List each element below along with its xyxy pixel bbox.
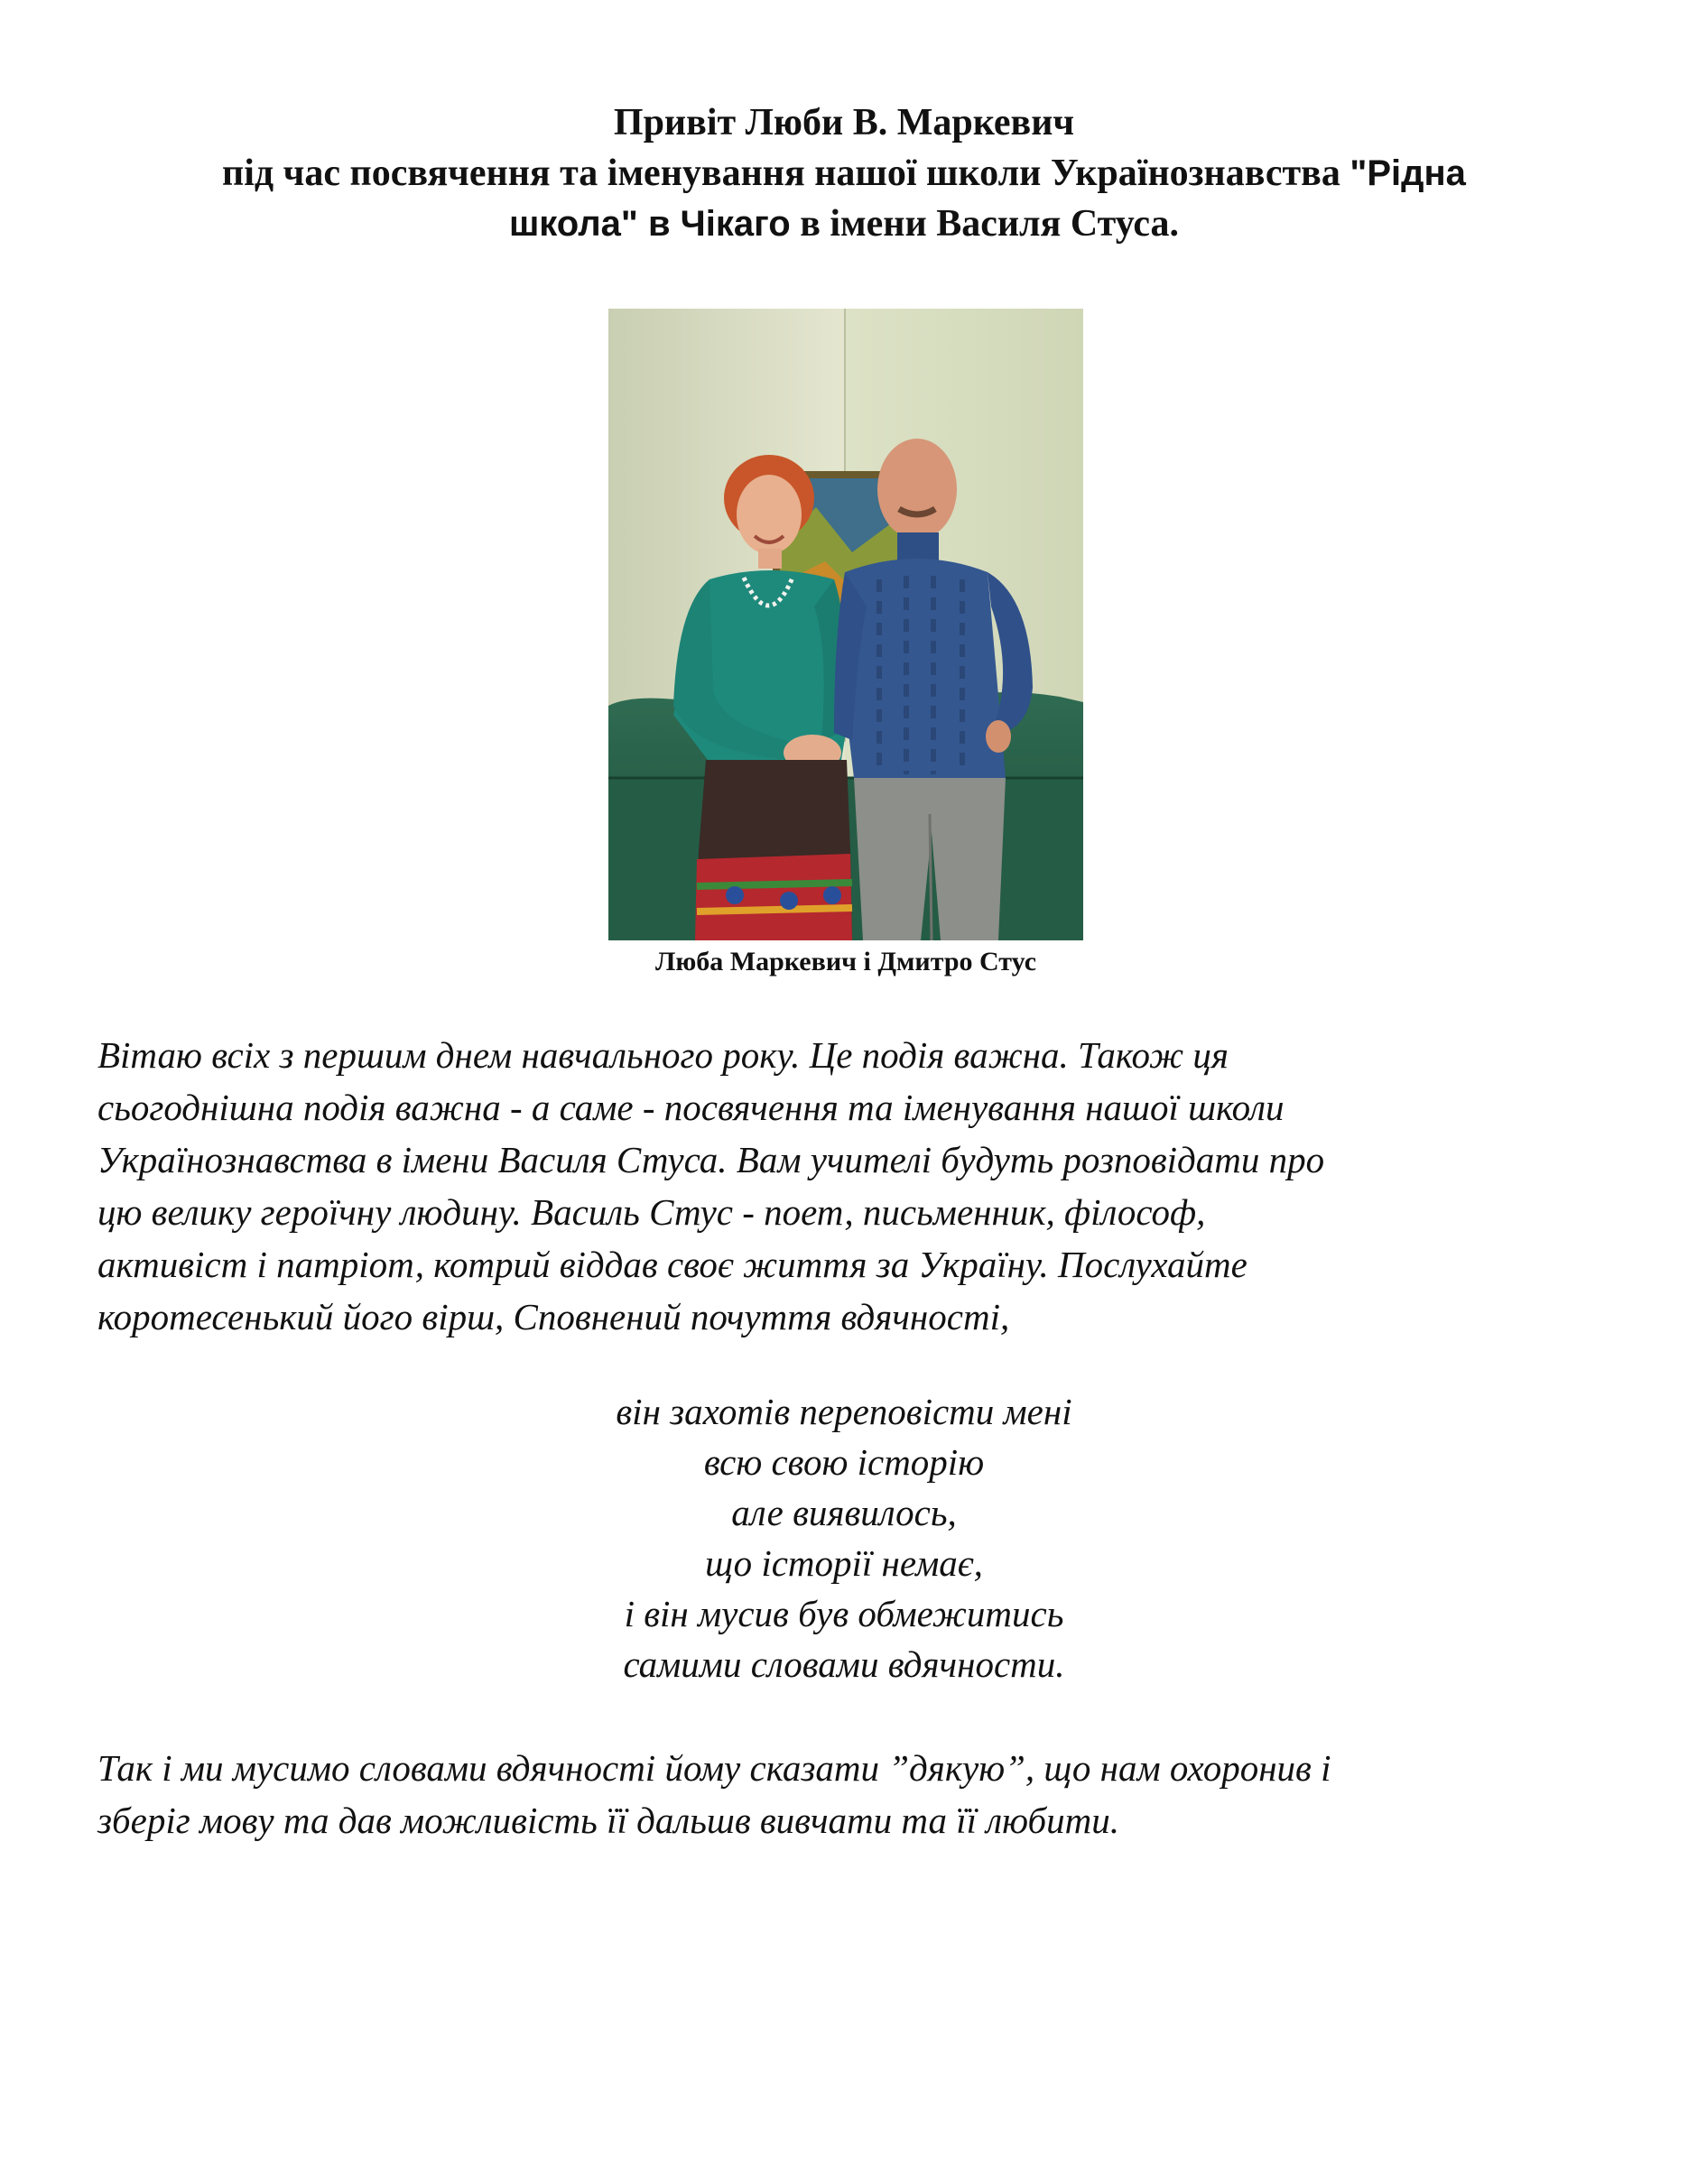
portrait-photo — [608, 309, 1083, 940]
poem-line: але виявилось, — [731, 1492, 957, 1533]
poem-line: що історії немає, — [705, 1542, 983, 1584]
poem — [271, 1386, 1417, 1689]
paragraph-line: активіст і патріот, котрий віддав своє життя за Україну. Послухайте — [97, 1244, 1247, 1285]
document-heading — [90, 97, 1598, 249]
paragraph-line: Вітаю всіх з першим днем навчального року. Це подія важна. Також ця — [97, 1034, 1229, 1076]
closing-paragraph — [97, 1742, 1614, 1846]
paragraph-line: сьогоднішна подія важна - а саме - посвячення та іменування нашої школи — [97, 1087, 1285, 1128]
photo-caption: Люба Маркевич і Дмитро Стус — [654, 947, 1037, 976]
poem-line: і він мусив був обмежитись — [624, 1593, 1064, 1634]
heading-line-1: Привіт Люби В. Маркевич — [613, 102, 1075, 143]
poem-line: всю свою історію — [703, 1441, 985, 1483]
poem-line: він захотів переповісти мені — [616, 1391, 1072, 1432]
paragraph-line: Так і ми мусимо словами вдячності йому сказати ”дякую”, що нам охоронив і — [97, 1747, 1331, 1789]
photo-illustration — [608, 309, 1083, 940]
paragraph-line: коротесенький його вірш, Сповнений почуття вдячності, — [97, 1296, 1010, 1337]
greeting-paragraph — [97, 1029, 1614, 1343]
heading-line-2-sans: "Рідна — [1349, 153, 1466, 193]
heading-line-3 — [90, 199, 1598, 249]
heading-line-3-text: в імени Василя Стуса. — [790, 203, 1180, 245]
paragraph-line: Українознавства в імени Василя Стуса. Вам учителі будуть розповідати про — [97, 1139, 1325, 1180]
paragraph-line: цю велику героїчну людину. Василь Стус - поет, письменник, філософ, — [97, 1191, 1206, 1233]
heading-line-2 — [90, 148, 1598, 199]
poem-line: самими словами вдячности. — [623, 1643, 1065, 1685]
paragraph-line: зберіг мову та дав можливість її дальшв вивчати та її любити. — [97, 1800, 1120, 1841]
heading-line-3-sans: школа" в Чікаго — [508, 204, 791, 244]
heading-line-2-text: під час посвячення та іменування нашої школи Українознавства — [222, 153, 1350, 194]
